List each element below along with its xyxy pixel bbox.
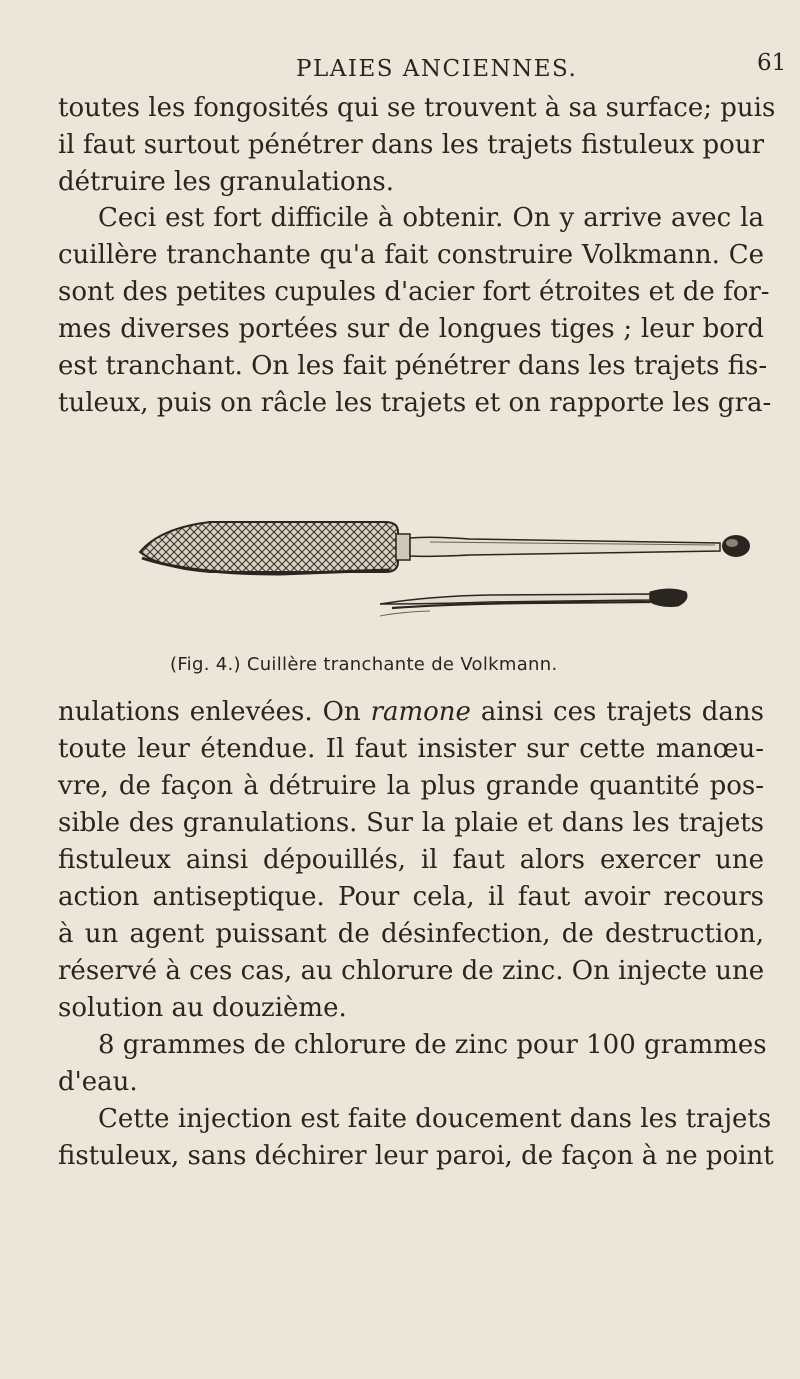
text-line: est tranchant. On les fait pénétrer dans les trajets fis- <box>58 351 768 381</box>
text-line: il faut surtout pénétrer dans les trajets fistuleux pour <box>58 130 764 160</box>
text-line: Ceci est fort difficile à obtenir. On y arrive avec la <box>98 203 764 233</box>
text-line: sont des petites cupules d'acier fort étroites et de for- <box>58 277 770 307</box>
text-line: détruire les granulations. <box>58 167 395 197</box>
paragraph-3 <box>58 694 764 1027</box>
text-line: action antiseptique. Pour cela, il faut avoir recours <box>58 882 764 912</box>
page-header <box>0 50 800 90</box>
figure-caption: (Fig. 4.) Cuillère tranchante de Volkmann. <box>170 654 558 675</box>
text-line: solution au douzième. <box>58 993 347 1023</box>
paragraph-1 <box>58 90 776 201</box>
paragraph-4 <box>58 1027 767 1101</box>
text-line: tuleux, puis on râcle les trajets et on rapporte les gra- <box>58 388 772 418</box>
text-line: fistuleux ainsi dépouillés, il faut alors exercer une <box>58 845 764 875</box>
text-run: nulations enlevées. On <box>58 697 371 727</box>
text-line: vre, de façon à détruire la plus grande quantité pos- <box>58 771 764 801</box>
running-head: PLAIES ANCIENNES. <box>296 56 578 82</box>
paragraph-5 <box>58 1101 774 1175</box>
text-line: mes diverses portées sur de longues tiges ; leur bord <box>58 314 764 344</box>
text-line: 8 grammes de chlorure de zinc pour 100 grammes <box>98 1030 767 1060</box>
text-line: d'eau. <box>58 1067 138 1097</box>
text-line <box>58 694 764 731</box>
volkmann-spoon-illustration <box>130 500 770 640</box>
text-line: toutes les fongosités qui se trouvent à sa surface; puis <box>58 93 776 123</box>
text-line: à un agent puissant de désinfection, de destruction, <box>58 919 764 949</box>
paragraph-2 <box>58 200 772 422</box>
text-run: ainsi ces trajets dans <box>470 697 764 727</box>
text-line: Cette injection est faite doucement dans les trajets <box>98 1104 772 1134</box>
italic-word: ramone <box>370 697 471 727</box>
text-line: toute leur étendue. Il faut insister sur cette manœu- <box>58 734 764 764</box>
page-number: 61 <box>757 50 787 76</box>
spoon-upper-icon <box>140 522 750 574</box>
text-line: cuillère tranchante qu'a fait construire Volkmann. Ce <box>58 240 764 270</box>
text-line: sible des granulations. Sur la plaie et dans les trajets <box>58 808 764 838</box>
text-line: fistuleux, sans déchirer leur paroi, de façon à ne point <box>58 1141 774 1171</box>
spoon-lower-icon <box>380 589 687 616</box>
text-line: réservé à ces cas, au chlorure de zinc. On injecte une <box>58 956 765 986</box>
